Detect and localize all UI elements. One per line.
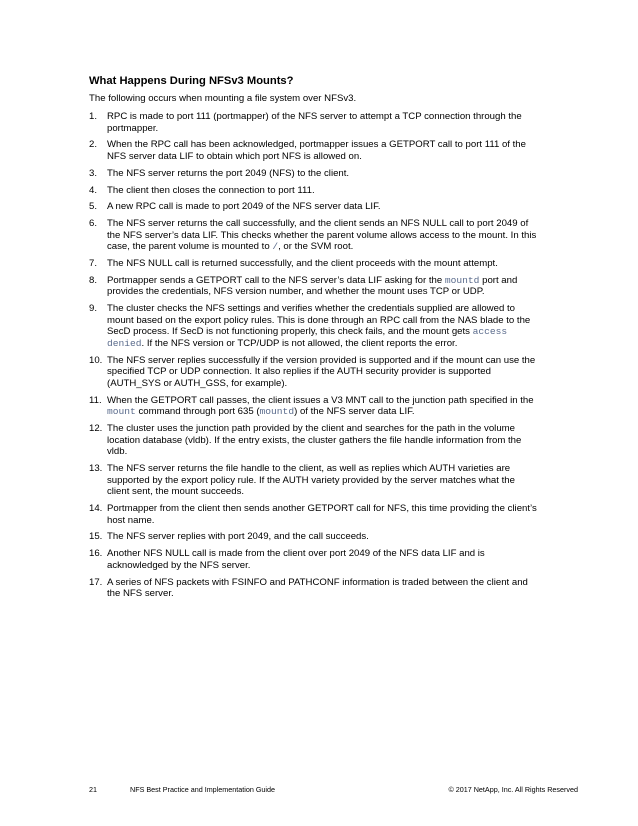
- list-item: [89, 395, 559, 418]
- list-item-text: The NFS server returns the file handle to the client, as well as replies which AUTH varieties are: [107, 463, 511, 475]
- list-item-text: RPC is made to port 111 (portmapper) of the NFS server to attempt a TCP connection through the: [107, 111, 522, 122]
- list-item-text: (AUTH_SYS or AUTH_GSS, for example).: [107, 377, 288, 389]
- list-item-text: acknowledged by the NFS server.: [107, 559, 251, 571]
- intro-paragraph: The following occurs when mounting a file system over NFSv3.: [89, 93, 357, 104]
- list-item: [89, 577, 559, 600]
- list-item-line: [107, 303, 559, 315]
- list-item-line: [107, 185, 559, 197]
- list-item-line: [107, 577, 559, 589]
- list-item-text: the NFS server’s data LIF. This checks whether the parent volume allows access to the mount. In this: [107, 229, 537, 241]
- list-item-line: [107, 258, 559, 270]
- list-item-text: port and: [479, 274, 518, 286]
- list-item-text: . If the NFS version or TCP/UDP is not allowed, the client reports the error.: [141, 338, 458, 349]
- list-item-line: [107, 435, 559, 447]
- list-item-text: SecD process. If SecD is not functioning properly, this check fails, and the mount gets: [107, 326, 473, 338]
- list-item-line: [107, 315, 559, 327]
- inline-code: mountd: [259, 406, 295, 418]
- list-item-text: When the GETPORT call passes, the client issues a V3 MNT call to the junction path specified in the: [107, 394, 534, 406]
- list-item-text: Portmapper from the client then sends another GETPORT call for NFS, this time providing the client’s: [107, 503, 537, 515]
- list-item-line: [107, 286, 559, 298]
- inline-code: mountd: [444, 274, 480, 286]
- list-item-number: 15.: [89, 531, 103, 543]
- list-item-number: 7.: [89, 258, 98, 270]
- list-item: [89, 548, 559, 571]
- list-item-text: The NFS server returns the port 2049 (NFS) to the client.: [107, 167, 350, 179]
- list-item-number: 1.: [89, 111, 98, 122]
- list-item-text: portmapper.: [107, 122, 159, 134]
- list-item-number: 9.: [89, 303, 98, 315]
- footer-copyright: © 2017 NetApp, Inc. All Rights Reserved: [448, 785, 578, 794]
- list-item-number: 13.: [89, 463, 103, 475]
- list-item-text: A new RPC call is made to port 2049 of the NFS server data LIF.: [107, 201, 381, 213]
- list-item: [89, 258, 559, 270]
- list-item-text: The NFS NULL call is returned successfully, and the client proceeds with the mount attempt.: [107, 258, 498, 270]
- list-item-text: ) of the NFS server data LIF.: [294, 406, 415, 418]
- list-item-text: The cluster uses the junction path provided by the client and searches for the path in the volume: [107, 423, 515, 435]
- list-item-number: 5.: [89, 201, 98, 213]
- list-item-line: [107, 378, 559, 390]
- inline-code: denied: [107, 338, 142, 349]
- list-item-text: The NFS server replies successfully if the version provided is supported and if the mount can use the: [107, 354, 536, 366]
- list-item-text: vldb.: [107, 446, 128, 458]
- list-item: [89, 111, 559, 134]
- list-item-text: mount based on the export policy rules. This is done through an RPC call from the NAS blade to the: [107, 314, 531, 326]
- list-item-number: 14.: [89, 503, 103, 515]
- list-item-text: Portmapper sends a GETPORT call to the NFS server’s data LIF asking for the: [107, 274, 445, 286]
- list-item-number: 8.: [89, 274, 98, 286]
- list-item-line: [107, 151, 559, 163]
- list-item-line: [107, 446, 559, 458]
- list-item-text: supported by the export policy rule. If the AUTH variety provided by the server matches what the: [107, 474, 515, 486]
- list-item-line: [107, 486, 559, 498]
- list-item-number: 11.: [89, 394, 102, 406]
- list-item-number: 4.: [89, 184, 98, 196]
- list-item-line: [107, 168, 559, 180]
- list-item-text: command through port 635 (: [135, 406, 260, 418]
- list-item: [89, 463, 559, 498]
- list-item: [89, 139, 559, 162]
- list-item-line: [107, 366, 559, 378]
- footer-document-title: NFS Best Practice and Implementation Guide: [130, 785, 276, 794]
- list-item-number: 16.: [89, 548, 103, 560]
- list-item-number: 12.: [89, 423, 103, 435]
- list-item: [89, 303, 559, 349]
- list-item-text: provides the credentials, NFS version number, and whether the mount uses TCP or UDP.: [107, 286, 485, 298]
- list-item-line: [107, 230, 559, 242]
- list-item-line: [107, 338, 559, 350]
- list-item-line: [107, 275, 559, 287]
- list-item-text: The cluster checks the NFS settings and verifies whether the credentials supplied are allowed to: [107, 303, 515, 315]
- list-item: [89, 355, 559, 390]
- list-item-number: 10.: [89, 354, 103, 366]
- page-content: [89, 74, 559, 605]
- list-item-line: [107, 201, 559, 213]
- list-item-text: The NFS server returns the call successfully, and the client sends an NFS NULL call to port 2049 of: [107, 218, 529, 230]
- list-item: [89, 201, 559, 213]
- list-item-line: [107, 475, 559, 487]
- list-item-line: [107, 560, 559, 572]
- list-item-line: [107, 395, 559, 407]
- list-item-line: [107, 548, 559, 560]
- list-item-line: [107, 503, 559, 515]
- inline-code: /: [272, 241, 279, 253]
- list-item: [89, 168, 559, 180]
- list-item-number: 6.: [89, 218, 98, 230]
- list-item-text: Another NFS NULL call is made from the client over port 2049 of the NFS data LIF and is: [107, 548, 485, 560]
- list-item-text: , or the SVM root.: [278, 241, 354, 253]
- list-item-number: 17.: [89, 576, 103, 588]
- numbered-steps-list: [89, 111, 559, 600]
- list-item-line: [107, 355, 559, 367]
- list-item: [89, 218, 559, 253]
- list-item: [89, 503, 559, 526]
- list-item-text: host name.: [107, 514, 155, 526]
- page-number: 21: [89, 785, 97, 794]
- list-item-text: The client then closes the connection to port 111.: [107, 184, 315, 196]
- list-item-line: [107, 515, 559, 527]
- section-heading: What Happens During NFSv3 Mounts?: [89, 75, 294, 87]
- list-item-text: A series of NFS packets with FSINFO and PATHCONF information is traded between the client and: [107, 576, 528, 588]
- list-item-text: The NFS server replies with port 2049, and the call succeeds.: [107, 531, 369, 543]
- list-item-number: 3.: [89, 167, 98, 179]
- list-item-line: [107, 111, 559, 123]
- list-item-text: location database (vldb). If the entry exists, the cluster gathers the file handle information from the: [107, 434, 522, 446]
- list-item-text: case, the parent volume is mounted to: [107, 241, 273, 253]
- list-item-line: [107, 326, 559, 338]
- list-item-line: [107, 241, 559, 253]
- list-item-text: When the RPC call has been acknowledged, portmapper issues a GETPORT call to port 111 of the: [107, 139, 526, 151]
- list-item: [89, 185, 559, 197]
- list-item-line: [107, 588, 559, 600]
- inline-code: mount: [107, 406, 136, 418]
- list-item-number: 2.: [89, 139, 98, 151]
- list-item-text: NFS server data LIF to obtain which port NFS is allowed on.: [107, 150, 362, 162]
- list-item-text: client sent, the mount succeeds.: [107, 486, 245, 498]
- list-item-line: [107, 531, 559, 543]
- list-item-line: [107, 123, 559, 135]
- list-item-line: [107, 423, 559, 435]
- list-item-line: [107, 463, 559, 475]
- list-item: [89, 423, 559, 458]
- list-item-line: [107, 406, 559, 418]
- list-item: [89, 275, 559, 298]
- inline-code: access: [472, 326, 508, 338]
- list-item-line: [107, 139, 559, 151]
- list-item-text: the NFS server.: [107, 588, 174, 600]
- list-item: [89, 531, 559, 543]
- list-item-text: specified TCP or UDP connection. It also replies if the AUTH security provider is supported: [107, 366, 491, 378]
- list-item-line: [107, 218, 559, 230]
